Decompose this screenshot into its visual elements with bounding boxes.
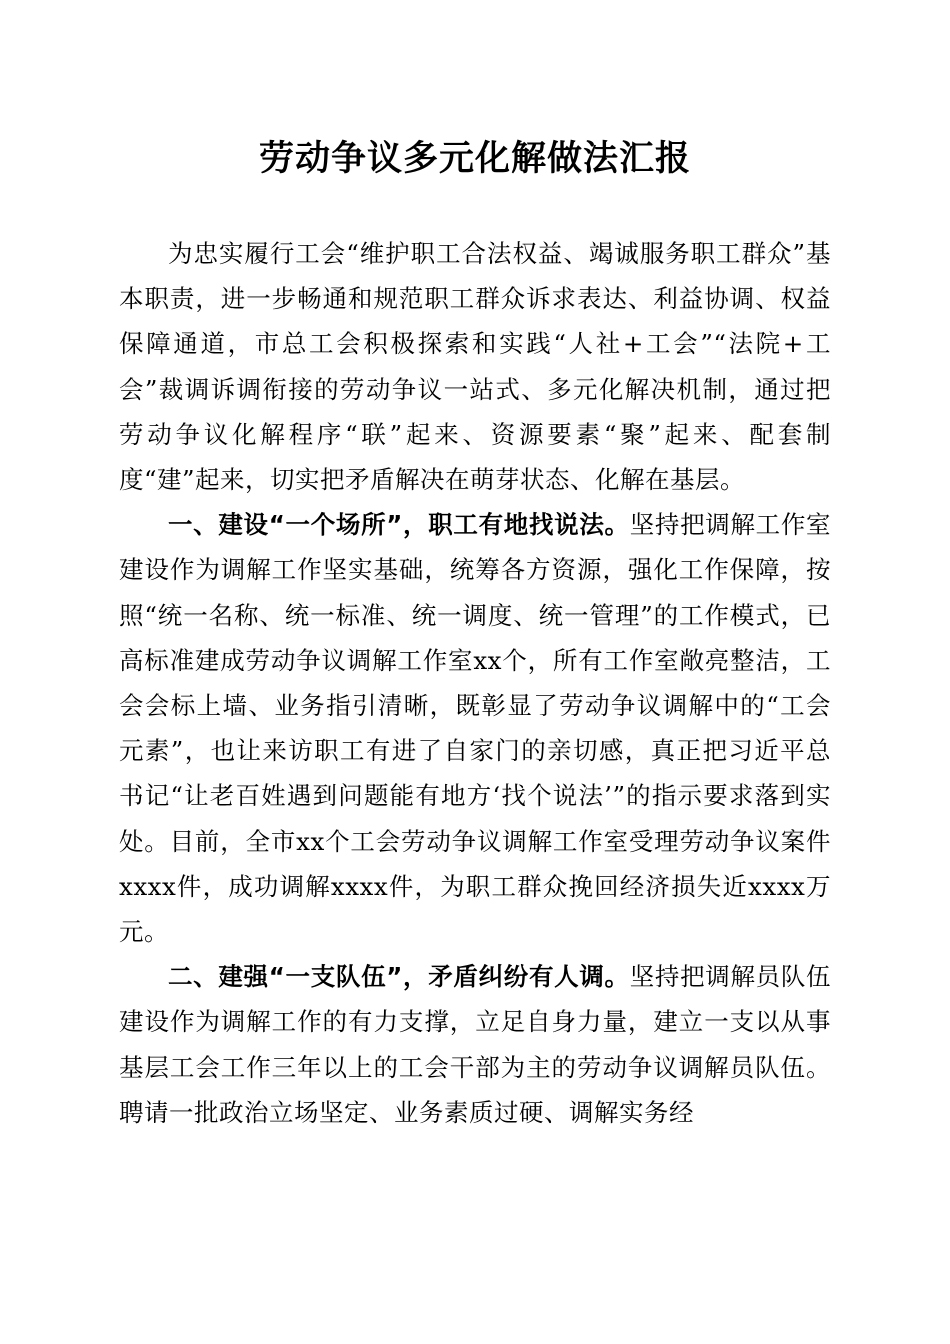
document-body [119,231,831,1135]
paragraph-section-1 [119,502,831,954]
paragraph-intro-text: 为忠实履行工会“维护职工合法权益、竭诚服务职工群众”基本职责，进一步畅通和规范职工群众诉求表达、利益协调、权益保障通道，市总工会积极探索和实践“人社+工会”“法院+工会”裁调诉调衔接的劳动争议一站式、多元化解决机制，通过把劳动争议化解程序“联”起来、资源要素“聚”起来、配套制度“建”起来，切实把矛盾解决在萌芽状态、化解在基层。 [119,239,831,495]
section-1-heading: 一、建设“一个场所”，职工有地找说法。 [168,510,630,540]
paragraph-intro [119,231,831,502]
document-title: 劳动争议多元化解做法汇报 [258,138,691,179]
section-2-heading: 二、建强“一支队伍”，矛盾纠纷有人调。 [168,962,630,992]
section-1-text: 坚持把调解工作室建设作为调解工作坚实基础，统筹各方资源，强化工作保障，按照“统一名称、统一标准、统一调度、统一管理”的工作模式，已高标准建成劳动争议调解工作室xx个，所有工作室敞亮整洁，工会会标上墙、业务指引清晰，既彰显了劳动争议调解中的“工会元素”，也让来访职工有进了自家门的亲切感，真正把习近平总书记“让老百姓遇到问题能有地方‘找个说法’”的指示要求落到实处。目前，全市xx个工会劳动争议调解工作室受理劳动争议案件xxxx件，成功调解xxxx件，为职工群众挽回经济损失近xxxx万元。 [119,510,832,947]
paragraph-section-2 [119,954,831,1135]
section-2-text: 坚持把调解员队伍建设作为调解工作的有力支撑，立足自身力量，建立一支以从事基层工会工作三年以上的工会干部为主的劳动争议调解员队伍。聘请一批政治立场坚定、业务素质过硬、调解实务经 [119,962,832,1127]
